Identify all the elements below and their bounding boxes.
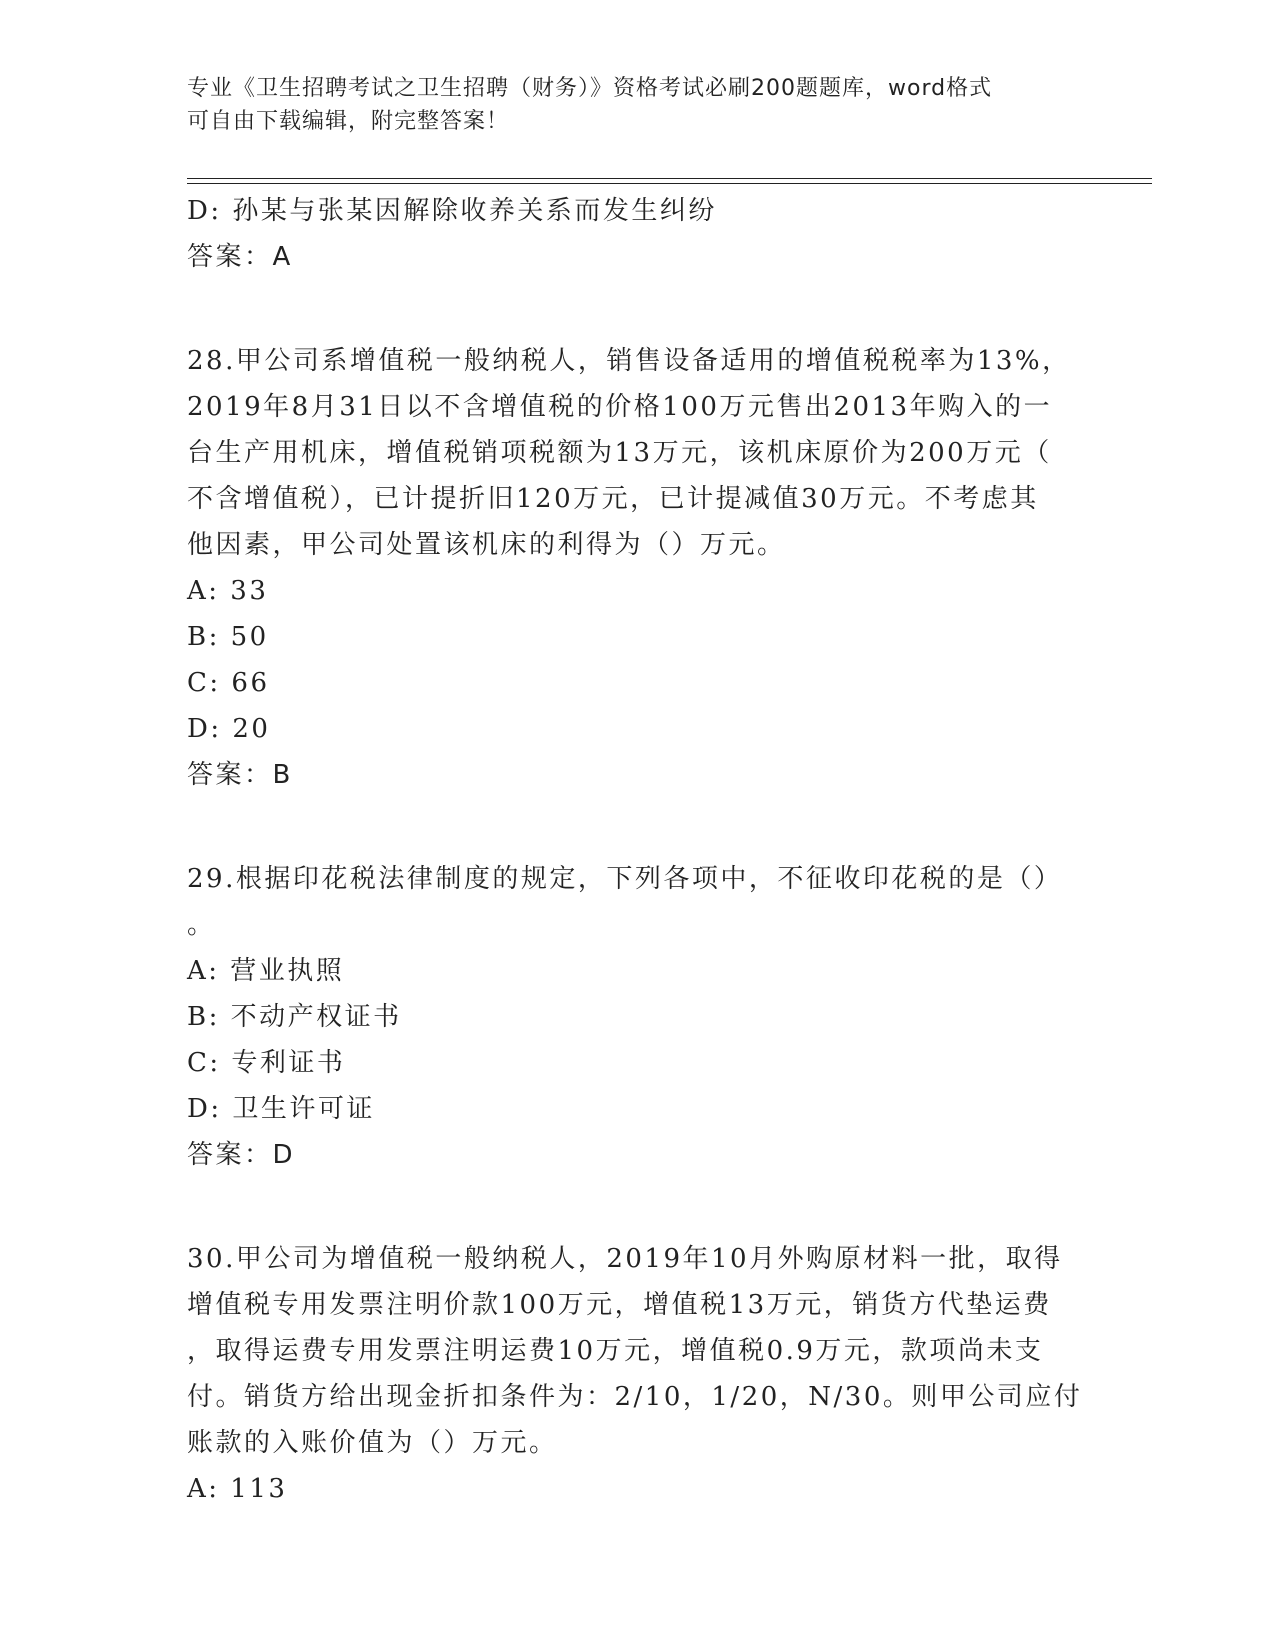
- option-b: B: 不动产权证书: [187, 1002, 402, 1032]
- question-text-line: 30.甲公司为增值税一般纳税人，2019年10月外购原材料一批，取得: [187, 1244, 1063, 1274]
- header-line-1: 专业《卫生招聘考试之卫生招聘（财务）》资格考试必刷200题题库，word格式: [187, 76, 993, 101]
- answer-line: 答案：A: [187, 242, 293, 272]
- option-c: C: 66: [187, 668, 270, 698]
- option-d: D: 卫生许可证: [187, 1094, 375, 1124]
- question-29: [187, 856, 1087, 1178]
- question-content: [187, 188, 1087, 1512]
- header-line-2: 可自由下载编辑，附完整答案！: [187, 109, 510, 134]
- question-30: [187, 1236, 1087, 1512]
- question-text-line: 台生产用机床，增值税销项税额为13万元，该机床原价为200万元（: [187, 438, 1052, 468]
- option-d: D: 孙某与张某因解除收养关系而发生纠纷: [187, 196, 717, 226]
- option-a: A: 113: [187, 1474, 288, 1504]
- question-text-line: 29.根据印花税法律制度的规定，下列各项中，不征收印花税的是（）: [187, 864, 1063, 894]
- question-text-line: 付。销货方给出现金折扣条件为：2/10，1/20，N/30。则甲公司应付: [187, 1382, 1083, 1412]
- answer-line: 答案：D: [187, 1140, 296, 1170]
- option-a: A: 营业执照: [187, 956, 345, 986]
- question-text-line: 不含增值税），已计提折旧120万元，已计提减值30万元。不考虑其: [187, 484, 1039, 514]
- question-text-line: 增值税专用发票注明价款100万元，增值税13万元，销货方代垫运费: [187, 1290, 1052, 1320]
- question-text-line: 。: [187, 910, 216, 940]
- document-header: [187, 72, 1067, 138]
- question-text-line: 2019年8月31日以不含增值税的价格100万元售出2013年购入的一: [187, 392, 1053, 422]
- option-c: C: 专利证书: [187, 1048, 346, 1078]
- header-divider-bottom: [187, 183, 1152, 184]
- option-a: A: 33: [187, 576, 269, 606]
- question-text-line: 他因素，甲公司处置该机床的利得为（）万元。: [187, 530, 786, 560]
- question-text-line: 28.甲公司系增值税一般纳税人，销售设备适用的增值税税率为13%，: [187, 346, 1071, 376]
- answer-line: 答案：B: [187, 760, 293, 790]
- header-divider-top: [187, 178, 1152, 179]
- option-d: D: 20: [187, 714, 271, 744]
- previous-question-tail: [187, 188, 1087, 280]
- option-b: B: 50: [187, 622, 269, 652]
- question-text-line: 账款的入账价值为（）万元。: [187, 1428, 558, 1458]
- question-28: [187, 338, 1087, 798]
- question-text-line: ，取得运费专用发票注明运费10万元，增值税0.9万元，款项尚未支: [187, 1336, 1044, 1366]
